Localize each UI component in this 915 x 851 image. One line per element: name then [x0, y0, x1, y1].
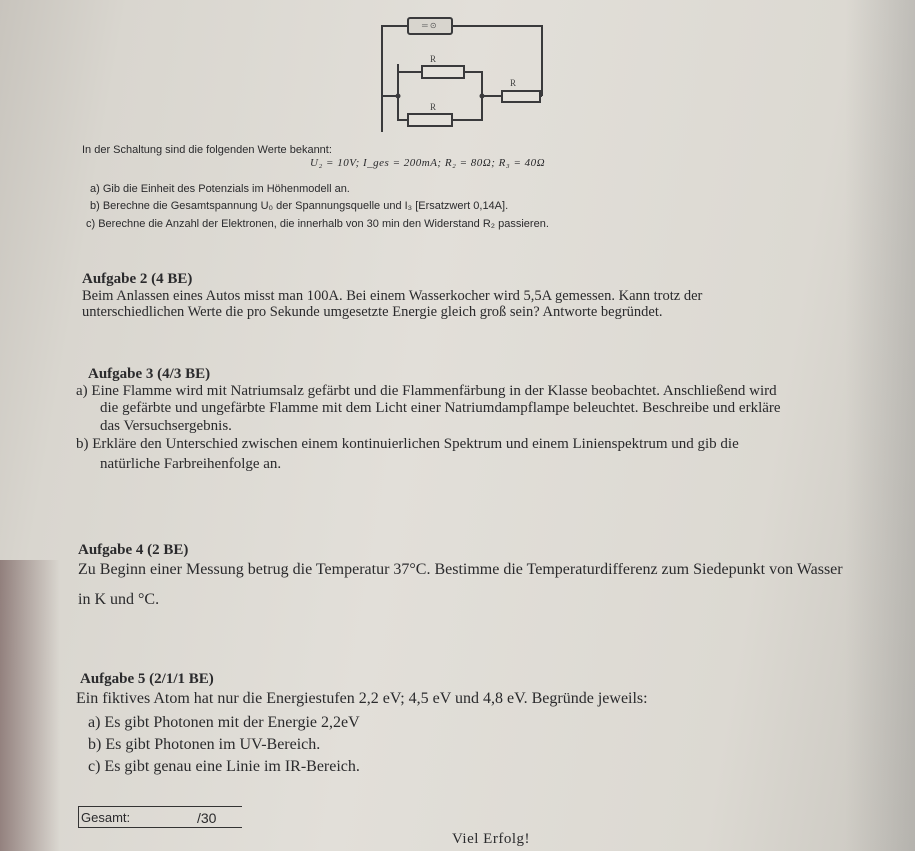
r3-label: R	[510, 78, 517, 88]
page-shadow-left	[0, 560, 60, 851]
task5-c: c) Es gibt genau eine Linie im IR-Bereich.	[88, 758, 360, 775]
task2-heading: Aufgabe 2 (4 BE)	[82, 271, 193, 287]
task3-b-line1: b) Erkläre den Unterschied zwischen einem kontinuierlichen Spektrum und einem Linienspektrum und gib die	[76, 436, 739, 452]
task1-b: b) Berechne die Gesamtspannung U₀ der Spannungsquelle und I₃ [Ersatzwert 0,14A].	[90, 200, 509, 212]
task1-a: a) Gib die Einheit des Potenzials im Höhenmodell an.	[90, 183, 350, 195]
task5-heading: Aufgabe 5 (2/1/1 BE)	[80, 671, 214, 687]
task2-line1: Beim Anlassen eines Autos misst man 100A. Bei einem Wasserkocher wird 5,5A gemessen. Kann trotz der	[82, 288, 703, 304]
total-points: /30	[197, 810, 217, 826]
task5-a: a) Es gibt Photonen mit der Energie 2,2eV	[88, 714, 360, 731]
task2-line2: unterschiedlichen Werte die pro Sekunde umgesetzte Energie gleich groß sein? Antworte begründet.	[82, 304, 663, 320]
task4-line2: in K und °C.	[78, 591, 160, 608]
task3-heading: Aufgabe 3 (4/3 BE)	[88, 366, 211, 382]
intro-text: In der Schaltung sind die folgenden Werte bekannt:	[82, 144, 332, 156]
r1-label: R	[430, 54, 437, 64]
total-score-box	[78, 806, 242, 828]
task5-b: b) Es gibt Photonen im UV-Bereich.	[88, 736, 321, 753]
total-label: Gesamt:	[81, 810, 131, 825]
given-values: U₂ = 10V; I_ges = 200mA; R₂ = 80Ω; R₃ = 40Ω	[310, 157, 546, 169]
task4-heading: Aufgabe 4 (2 BE)	[78, 542, 189, 558]
task3-a-line2: die gefärbte und ungefärbte Flamme mit dem Licht einer Natriumdampflampe beleuchtet. Beschreibe und erkläre	[100, 400, 781, 416]
circuit-diagram	[370, 8, 560, 136]
svg-text:═ ⊙: ═ ⊙	[422, 21, 437, 30]
task3-a-line1: a) Eine Flamme wird mit Natriumsalz gefärbt und die Flammenfärbung in der Klasse beobachtet. Anschließend wird	[76, 383, 777, 399]
closing-text: Viel Erfolg!	[452, 831, 530, 847]
task3-a-line3: das Versuchsergebnis.	[100, 418, 232, 434]
page-shadow-right	[845, 0, 915, 851]
r2-label: R	[430, 102, 437, 112]
task3-b-line2: natürliche Farbreihenfolge an.	[100, 456, 282, 472]
task4-line1: Zu Beginn einer Messung betrug die Temperatur 37°C. Bestimme die Temperaturdifferenz zum Siedepunkt von Wasser	[78, 561, 843, 578]
task1-c: c) Berechne die Anzahl der Elektronen, die innerhalb von 30 min den Widerstand R₂ passieren.	[86, 218, 549, 230]
task5-intro: Ein fiktives Atom hat nur die Energiestufen 2,2 eV; 4,5 eV und 4,8 eV. Begründe jeweils:	[76, 690, 648, 707]
